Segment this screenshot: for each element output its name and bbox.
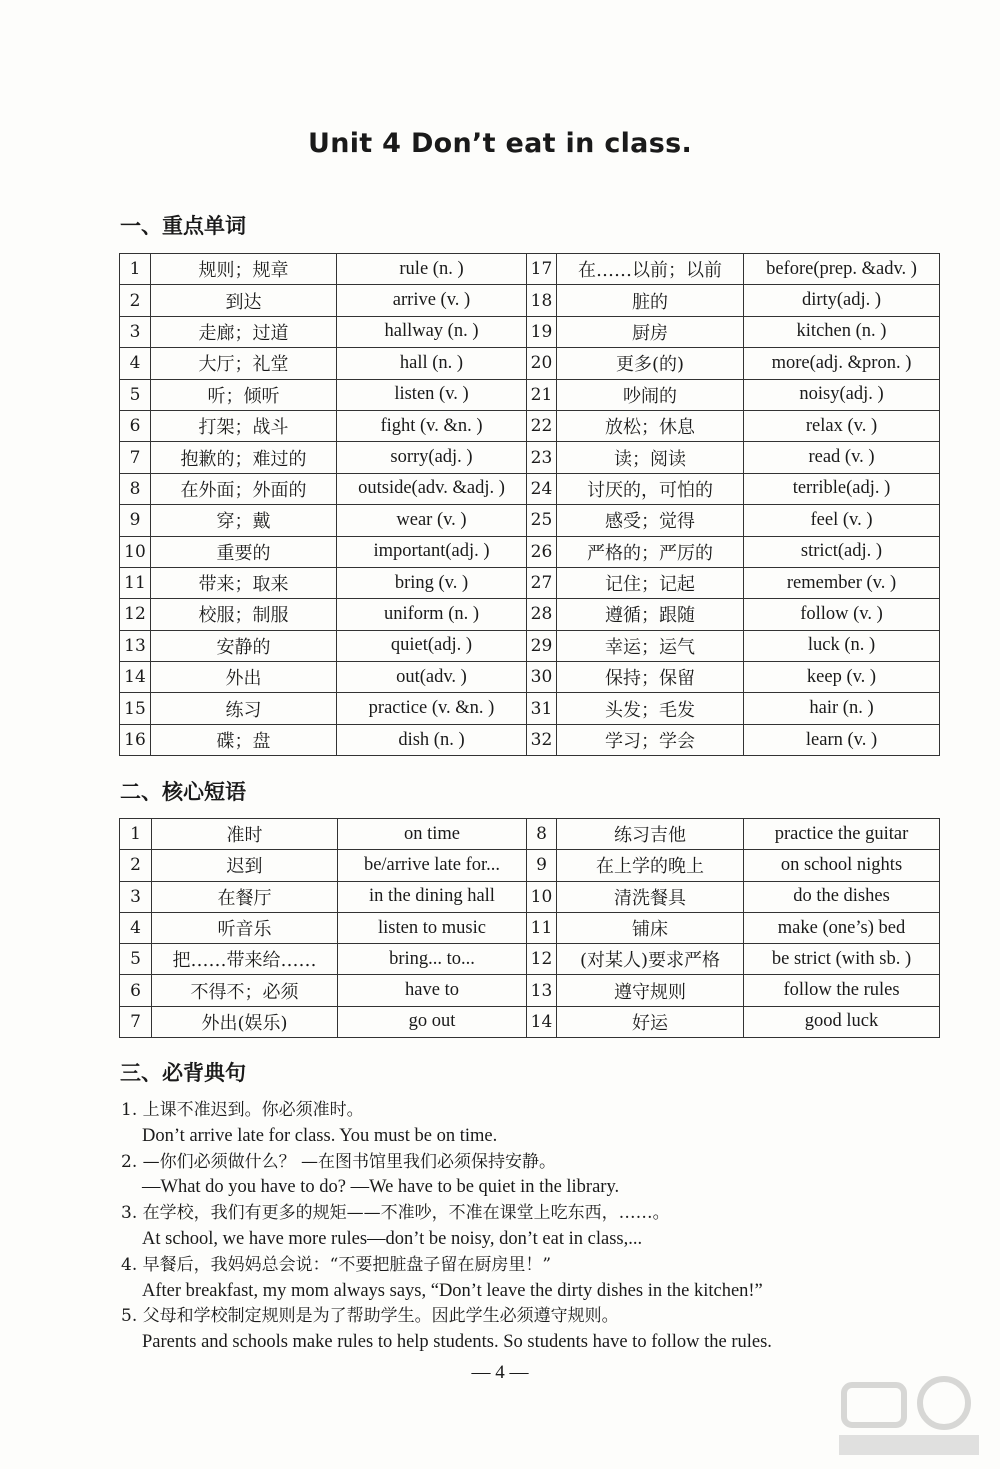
chinese-meaning: 清洗餐具 [557,881,744,912]
item-number: 16 [120,724,151,755]
item-number: 29 [527,630,557,661]
item-number: 15 [120,693,151,724]
chinese-meaning: 不得不；必须 [152,975,338,1006]
item-number: 22 [527,410,557,441]
chinese-meaning: 准时 [152,819,338,850]
item-number: 10 [120,536,151,567]
watermark-logo [834,1373,984,1459]
english-word: out(adv. ) [337,662,527,693]
table-row [120,505,940,536]
english-word: good luck [744,1006,940,1037]
chinese-meaning: 重要的 [151,536,337,567]
item-number: 12 [120,599,151,630]
chinese-meaning: 穿；戴 [151,505,337,536]
item-number: 9 [120,505,151,536]
sentences-heading: 三、必背典句 [120,1061,246,1085]
table-row [120,724,940,755]
item-number: 28 [527,599,557,630]
chinese-meaning: 在……以前；以前 [557,254,744,285]
english-word: terrible(adj. ) [744,473,940,504]
chinese-meaning: 讨厌的，可怕的 [557,473,744,504]
chinese-meaning: 铺床 [557,912,744,943]
english-word: bring... to... [338,944,527,975]
table-row [120,850,940,881]
chinese-meaning: 安静的 [151,630,337,661]
sentence-english: At school, we have more rules—don’t be noisy, don’t eat in class,... [142,1228,643,1249]
page-number: — 4 — [471,1362,529,1383]
item-number: 8 [120,473,151,504]
chinese-meaning: 遵守规则 [557,975,744,1006]
item-number: 23 [527,442,557,473]
item-number: 21 [527,379,557,410]
chinese-meaning: 严格的；严厉的 [557,536,744,567]
chinese-meaning: 校服；制服 [151,599,337,630]
chinese-meaning: 到达 [151,285,337,316]
english-word: go out [338,1006,527,1037]
english-word: make (one’s) bed [744,912,940,943]
item-number: 11 [527,912,557,943]
sentence-chinese: 3. 在学校，我们有更多的规矩——不准吵，不准在课堂上吃东西，……。 [121,1203,670,1224]
english-word: in the dining hall [338,881,527,912]
item-number: 2 [120,285,151,316]
english-word: do the dishes [744,881,940,912]
table-row [120,881,940,912]
item-number: 14 [527,1006,557,1037]
item-number: 10 [527,881,557,912]
english-word: be strict (with sb. ) [744,944,940,975]
english-word: wear (v. ) [337,505,527,536]
english-word: hall (n. ) [337,348,527,379]
item-number: 4 [120,348,151,379]
english-word: hair (n. ) [744,693,940,724]
chinese-meaning: 好运 [557,1006,744,1037]
item-number: 27 [527,567,557,598]
item-number: 31 [527,693,557,724]
table-row [120,316,940,347]
sentence-chinese: 4. 早餐后，我妈妈总会说：“不要把脏盘子留在厨房里！” [121,1254,552,1275]
phrases-heading: 二、核心短语 [120,780,246,804]
item-number: 19 [527,316,557,347]
chinese-meaning: 把……带来给…… [152,944,338,975]
key-words-table [119,253,940,756]
english-word: have to [338,975,527,1006]
item-number: 13 [527,975,557,1006]
table-row [120,599,940,630]
english-word: dish (n. ) [337,724,527,755]
chinese-meaning: 学习；学会 [557,724,744,755]
english-word: read (v. ) [744,442,940,473]
table-row [120,912,940,943]
chinese-meaning: 记住；记起 [557,567,744,598]
table-row [120,379,940,410]
table-row [120,1006,940,1037]
item-number: 8 [527,819,557,850]
english-word: listen to music [338,912,527,943]
chinese-meaning: 迟到 [152,850,338,881]
chinese-meaning: 带来；取来 [151,567,337,598]
table-row [120,975,940,1006]
sentence-chinese: 2. —你们必须做什么？ —在图书馆里我们必须保持安静。 [121,1151,557,1172]
chinese-meaning: 大厅；礼堂 [151,348,337,379]
chinese-meaning: 外出 [151,662,337,693]
english-word: listen (v. ) [337,379,527,410]
item-number: 9 [527,850,557,881]
english-word: noisy(adj. ) [744,379,940,410]
english-word: before(prep. &adv. ) [744,254,940,285]
words-heading: 一、重点单词 [120,214,246,238]
page-title: Unit 4 Don’t eat in class. [307,128,693,159]
chinese-meaning: 保持；保留 [557,662,744,693]
table-row [120,662,940,693]
english-word: more(adj. &pron. ) [744,348,940,379]
item-number: 18 [527,285,557,316]
table-row [120,285,940,316]
chinese-meaning: 头发；毛发 [557,693,744,724]
item-number: 3 [120,316,151,347]
item-number: 3 [120,881,152,912]
item-number: 20 [527,348,557,379]
english-word: rule (n. ) [337,254,527,285]
table-row [120,567,940,598]
sentence-chinese: 5. 父母和学校制定规则是为了帮助学生。因此学生必须遵守规则。 [121,1306,619,1327]
table-row [120,536,940,567]
item-number: 14 [120,662,151,693]
item-number: 11 [120,567,151,598]
chinese-meaning: 读；阅读 [557,442,744,473]
chinese-meaning: 走廊；过道 [151,316,337,347]
english-word: be/arrive late for... [338,850,527,881]
english-word: outside(adv. &adj. ) [337,473,527,504]
table-row [120,348,940,379]
english-word: hallway (n. ) [337,316,527,347]
chinese-meaning: 听音乐 [152,912,338,943]
english-word: on time [338,819,527,850]
item-number: 17 [527,254,557,285]
chinese-meaning: 放松；休息 [557,410,744,441]
chinese-meaning: 练习 [151,693,337,724]
item-number: 5 [120,379,151,410]
sentence-english: After breakfast, my mom always says, “Don’t leave the dirty dishes in the kitchen!” [142,1280,763,1301]
chinese-meaning: 在餐厅 [152,881,338,912]
chinese-meaning: 吵闹的 [557,379,744,410]
english-word: fight (v. &n. ) [337,410,527,441]
english-word: luck (n. ) [744,630,940,661]
chinese-meaning: 感受；觉得 [557,505,744,536]
english-word: quiet(adj. ) [337,630,527,661]
chinese-meaning: 在上学的晚上 [557,850,744,881]
english-word: relax (v. ) [744,410,940,441]
key-sentences-list [121,1098,941,1356]
sentence-english: Parents and schools make rules to help students. So students have to follow the rules. [142,1332,772,1353]
english-word: arrive (v. ) [337,285,527,316]
item-number: 26 [527,536,557,567]
table-row [120,693,940,724]
english-word: feel (v. ) [744,505,940,536]
table-row [120,819,940,850]
chinese-meaning: (对某人)要求严格 [557,944,744,975]
chinese-meaning: 规则；规章 [151,254,337,285]
english-word: practice the guitar [744,819,940,850]
english-word: uniform (n. ) [337,599,527,630]
chinese-meaning: 听；倾听 [151,379,337,410]
table-row [120,254,940,285]
english-word: sorry(adj. ) [337,442,527,473]
table-row [120,442,940,473]
english-word: follow the rules [744,975,940,1006]
english-word: important(adj. ) [337,536,527,567]
english-word: dirty(adj. ) [744,285,940,316]
table-row [120,944,940,975]
chinese-meaning: 抱歉的；难过的 [151,442,337,473]
item-number: 12 [527,944,557,975]
item-number: 6 [120,975,152,1006]
table-row [120,410,940,441]
item-number: 4 [120,912,152,943]
english-word: bring (v. ) [337,567,527,598]
english-word: on school nights [744,850,940,881]
item-number: 13 [120,630,151,661]
table-row [120,473,940,504]
item-number: 2 [120,850,152,881]
chinese-meaning: 外出(娱乐) [152,1006,338,1037]
chinese-meaning: 练习吉他 [557,819,744,850]
english-word: follow (v. ) [744,599,940,630]
english-word: learn (v. ) [744,724,940,755]
english-word: practice (v. &n. ) [337,693,527,724]
chinese-meaning: 打架；战斗 [151,410,337,441]
chinese-meaning: 脏的 [557,285,744,316]
sentence-english: —What do you have to do? —We have to be quiet in the library. [142,1177,620,1198]
item-number: 30 [527,662,557,693]
item-number: 32 [527,724,557,755]
item-number: 25 [527,505,557,536]
chinese-meaning: 厨房 [557,316,744,347]
english-word: keep (v. ) [744,662,940,693]
chinese-meaning: 幸运；运气 [557,630,744,661]
chinese-meaning: 更多(的) [557,348,744,379]
item-number: 24 [527,473,557,504]
english-word: remember (v. ) [744,567,940,598]
key-phrases-table [119,818,940,1038]
chinese-meaning: 遵循；跟随 [557,599,744,630]
item-number: 6 [120,410,151,441]
english-word: kitchen (n. ) [744,316,940,347]
table-row [120,630,940,661]
chinese-meaning: 在外面；外面的 [151,473,337,504]
item-number: 5 [120,944,152,975]
chinese-meaning: 碟；盘 [151,724,337,755]
item-number: 1 [120,254,151,285]
item-number: 7 [120,442,151,473]
sentence-english: Don’t arrive late for class. You must be on time. [142,1125,498,1146]
item-number: 7 [120,1006,152,1037]
sentence-chinese: 1. 上课不准迟到。你必须准时。 [121,1100,364,1120]
item-number: 1 [120,819,152,850]
english-word: strict(adj. ) [744,536,940,567]
